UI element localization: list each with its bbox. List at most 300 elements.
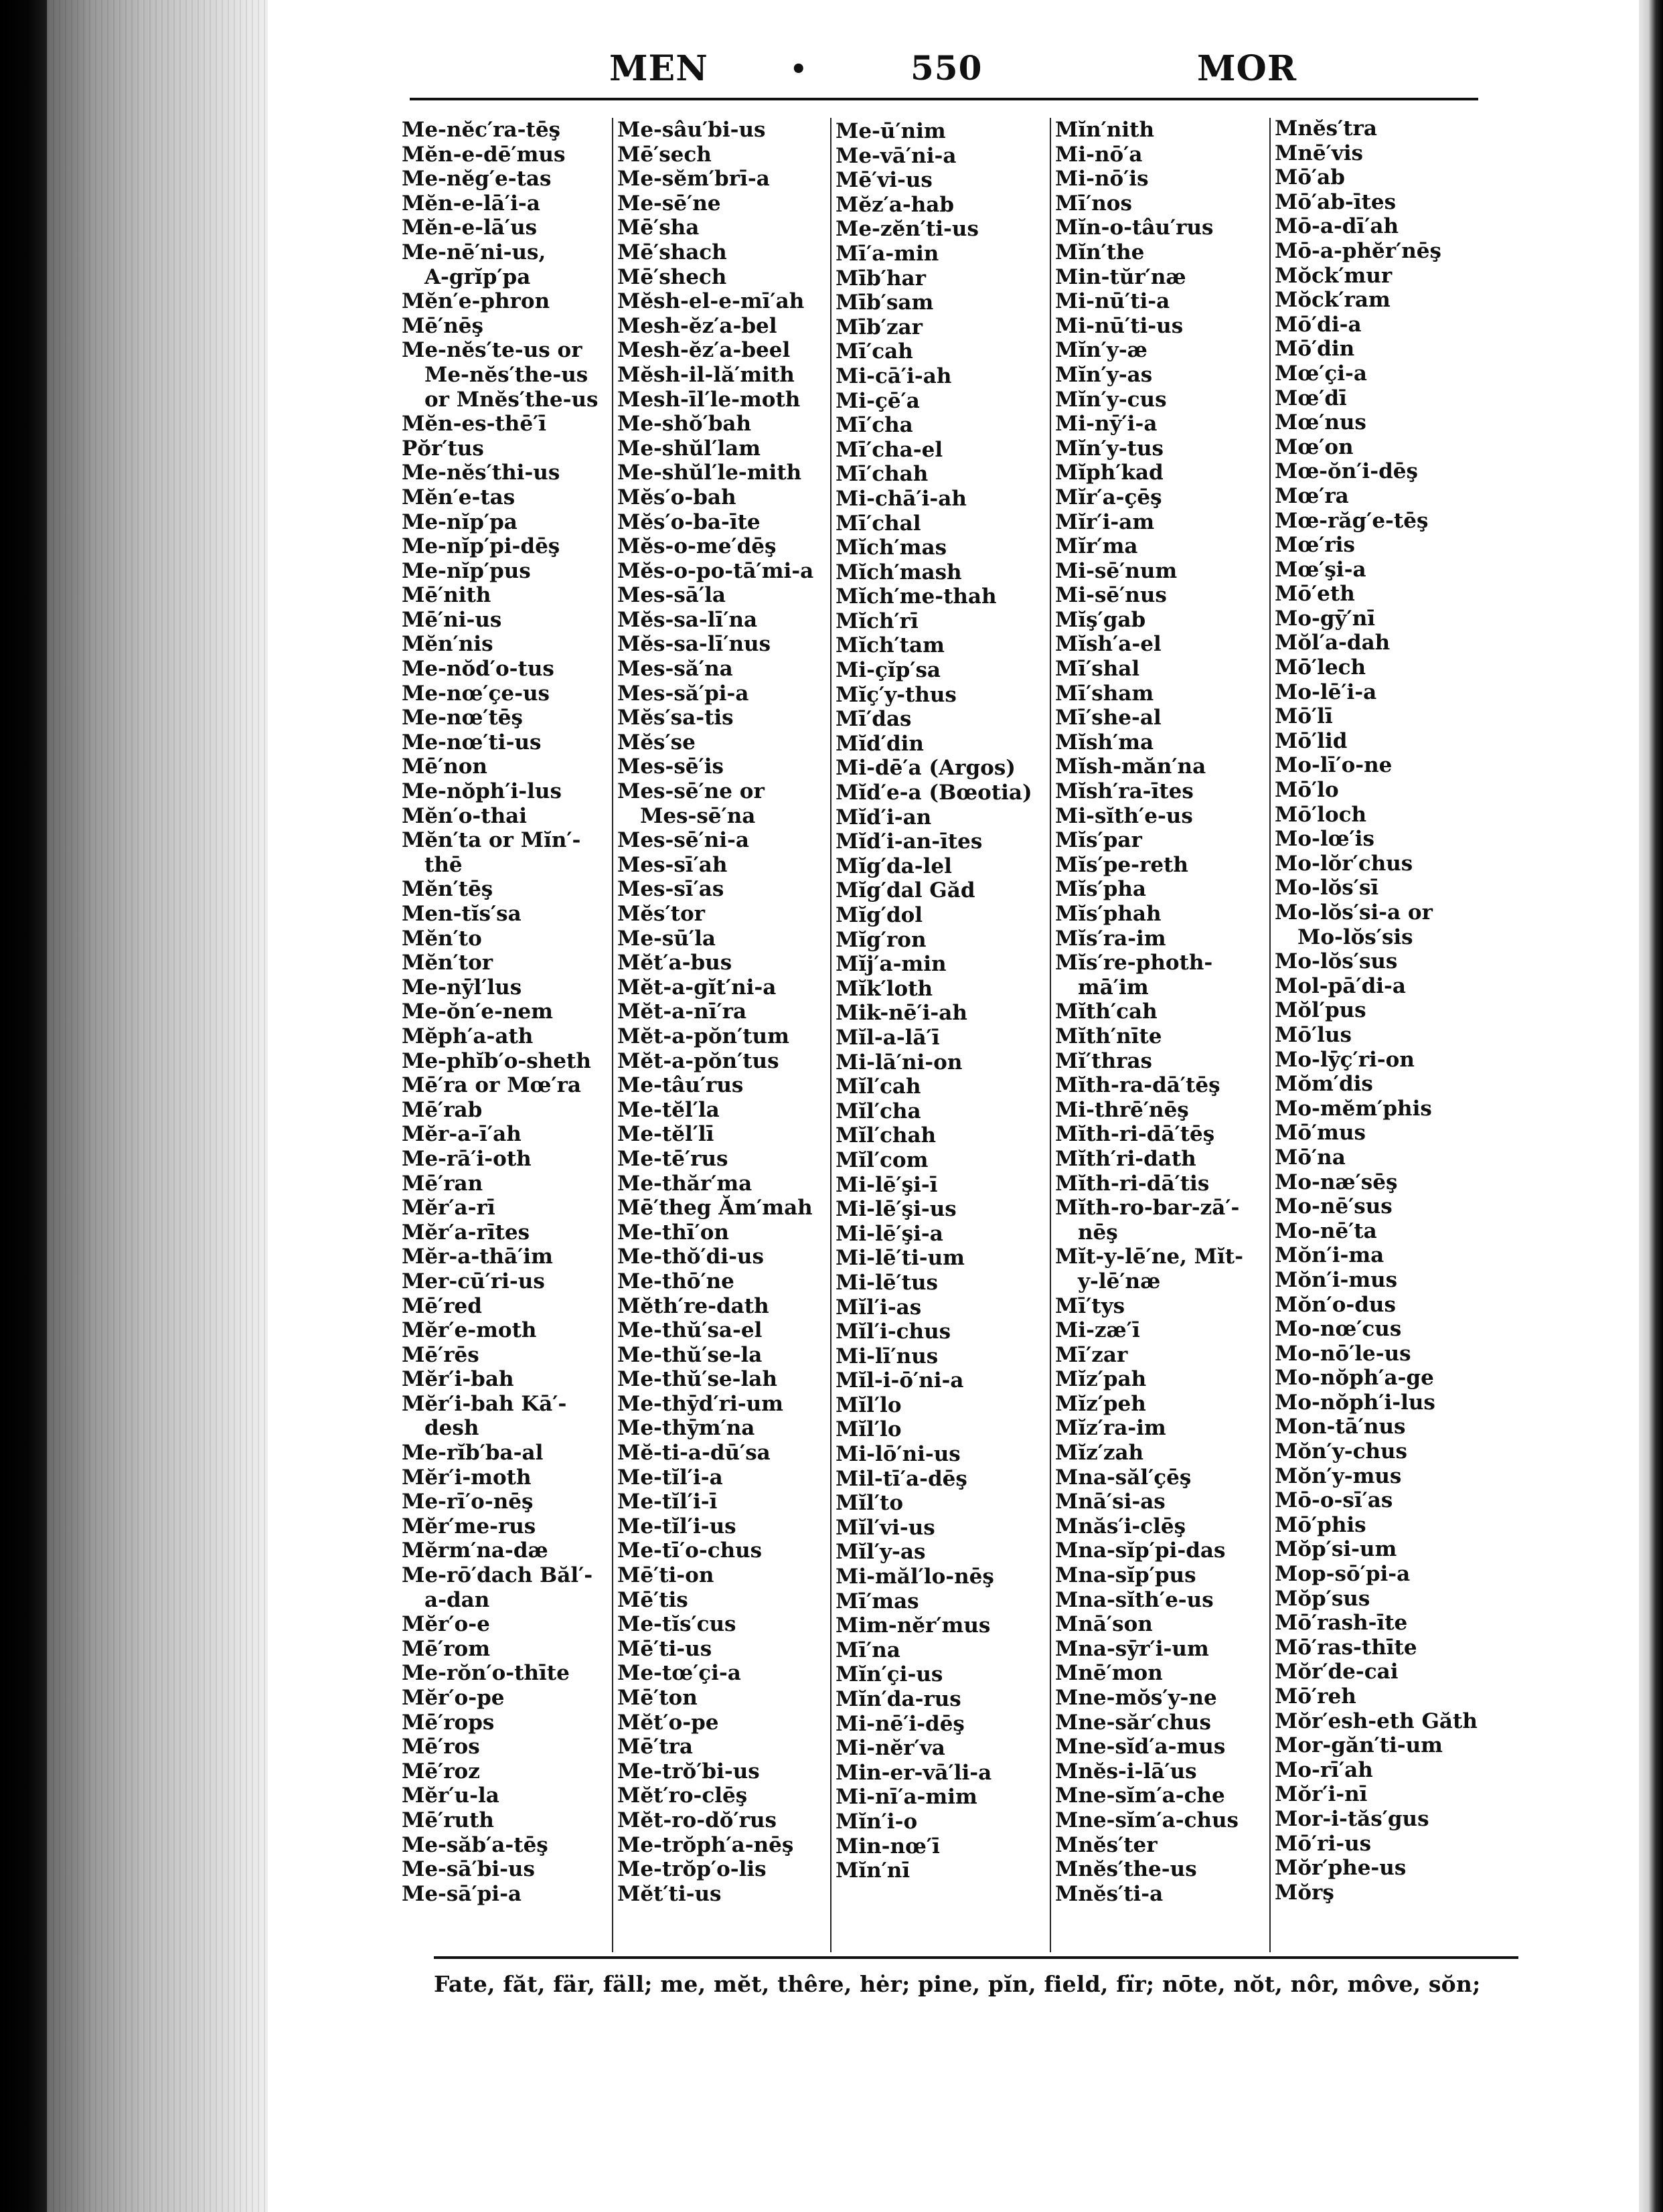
dictionary-entry: Me-tĭl′i-a: [617, 1465, 723, 1490]
dictionary-entry: Me-thŭ′se-lah: [617, 1367, 777, 1392]
dictionary-entry: Mne-săr′chus: [1055, 1710, 1211, 1735]
dictionary-entry: Mŏck′mur: [1275, 263, 1393, 288]
dictionary-entry: Mĭl′to: [836, 1491, 904, 1516]
dictionary-entry: Mi-chā′i-ah: [836, 486, 967, 511]
dictionary-entry: Mo-lŏs′si-a or: [1275, 900, 1433, 925]
dictionary-entry: Mĕr′i-bah Kā′-: [402, 1391, 567, 1416]
dictionary-entry: Mĭl′chah: [836, 1123, 937, 1148]
dictionary-entry: Mĕn′tēş: [402, 877, 493, 902]
dictionary-entry: Mō′din: [1275, 337, 1355, 362]
dictionary-entry: Mē′sech: [617, 142, 712, 167]
dictionary-entry: Me-sâu′bi-us: [617, 118, 766, 142]
column-divider: [1269, 118, 1271, 1952]
dictionary-entry: Mo-nē′ta: [1275, 1218, 1377, 1243]
dictionary-entry: Me-trŏph′a-nēş: [617, 1832, 794, 1857]
dictionary-entry: Mĭg′da-lel: [836, 854, 952, 878]
dictionary-entry: Mĭd′din: [836, 731, 924, 756]
dictionary-entry: Mŏr′de-cai: [1275, 1660, 1399, 1684]
dictionary-entry: Mnăs′i-clēş: [1055, 1514, 1186, 1538]
dictionary-entry: Mes-să′na: [617, 657, 733, 682]
dictionary-entry: Mĕt-a-nī′ra: [617, 1000, 747, 1024]
dictionary-entry: Mĕr′a-rītes: [402, 1220, 530, 1245]
dictionary-entry: Mŏn′y-mus: [1275, 1464, 1402, 1488]
dictionary-entry: Mŏp′si-um: [1275, 1537, 1397, 1562]
column-4: [1055, 118, 1267, 1952]
dictionary-entry: Mō′eth: [1275, 582, 1355, 607]
dictionary-entry: Mĕn′e-phron: [402, 289, 550, 314]
dictionary-entry: Mi-sē′nus: [1055, 583, 1167, 608]
dictionary-entry: Mi-çĭp′sa: [836, 658, 941, 683]
dictionary-entry: Mnē′mon: [1055, 1661, 1163, 1686]
scan-border-left: [0, 0, 47, 2212]
dictionary-entry: Mĕrm′na-dæ: [402, 1538, 548, 1563]
dictionary-entry: Mĕn′tor: [402, 951, 493, 975]
dictionary-entry: Mes-sē′ni-a: [617, 828, 749, 853]
dictionary-entry: Mō′lech: [1275, 655, 1366, 680]
dictionary-entry: Me-săb′a-tēş: [402, 1832, 548, 1857]
dictionary-entry: Mē′nith: [402, 583, 491, 608]
dictionary-entry: Mē′rops: [402, 1710, 495, 1735]
dictionary-entry: Mi-nĕr′va: [836, 1736, 945, 1761]
dictionary-entry: Mi-nō′is: [1055, 167, 1149, 191]
dictionary-entry: Mō′lus: [1275, 1022, 1352, 1047]
dictionary-entry: Me-sĕm′brī-a: [617, 167, 770, 191]
dictionary-entry: Mo-næ′sēş: [1275, 1170, 1398, 1194]
dictionary-entry: Mĭ′thras: [1055, 1048, 1152, 1073]
dictionary-entry: Mœ-răg′e-tēş: [1275, 508, 1429, 533]
dictionary-entry: Mī′cha: [836, 413, 913, 438]
dictionary-entry: Mē′vi-us: [836, 168, 933, 193]
dictionary-entry: Me-sā′bi-us: [402, 1857, 535, 1882]
dictionary-entry: Me-tĭl′i-ī: [617, 1490, 718, 1514]
dictionary-entry: Mĭk′loth: [836, 976, 933, 1001]
dictionary-entry: Mĭph′kad: [1055, 461, 1164, 485]
dictionary-entry: Mĕr′i-bah: [402, 1367, 514, 1392]
dictionary-entry: Mĭd′i-an: [836, 805, 932, 830]
dictionary-entry: Mīb′sam: [836, 291, 934, 315]
dictionary-entry: Me-nĕs′the-us: [424, 362, 588, 387]
dictionary-entry: Mo-lŏr′chus: [1275, 851, 1413, 876]
dictionary-entry: Mĭl-a-lā′ī: [836, 1025, 940, 1050]
dictionary-entry: Mĭn′nī: [836, 1859, 910, 1883]
page-edges: [47, 0, 268, 2212]
dictionary-entry: Mō′ri-us: [1275, 1831, 1372, 1856]
dictionary-entry: Mnĕs′the-us: [1055, 1857, 1197, 1882]
dictionary-entry: Me-shŭl′lam: [617, 436, 761, 461]
dictionary-entry: Mī′nos: [1055, 191, 1132, 216]
dictionary-entry: Mi-lē′tus: [836, 1270, 938, 1295]
column-1: [402, 118, 609, 1952]
dictionary-entry: Men-tĭs′sa: [402, 902, 522, 926]
dictionary-entry: Mol-pā′di-a: [1275, 973, 1406, 998]
dictionary-entry: Mē′rēs: [402, 1342, 479, 1367]
guide-word-left: MEN: [609, 48, 708, 89]
dictionary-entry: Mĭg′ron: [836, 927, 927, 952]
dictionary-entry: Mesh-īl′le-moth: [617, 387, 801, 412]
dictionary-entry: Me-sā′pi-a: [402, 1881, 522, 1906]
column-3: [836, 119, 1047, 1954]
dictionary-entry: Mĕt′ti-us: [617, 1881, 722, 1906]
dictionary-entry: Me-rŏn′o-thīte: [402, 1661, 570, 1686]
dictionary-entry: Mi-lō′ni-us: [836, 1442, 961, 1467]
dictionary-entry: Mĕn′e-tas: [402, 485, 516, 509]
dictionary-entry: Me-tœ′çi-a: [617, 1661, 741, 1686]
dictionary-entry: Mo-nŏph′a-ge: [1275, 1366, 1434, 1391]
dictionary-entry: Mĭl′i-as: [836, 1295, 922, 1320]
dictionary-entry: Mĭn-o-tâu′rus: [1055, 216, 1214, 240]
dictionary-entry: Mœ-ŏn′i-dēş: [1275, 459, 1418, 484]
dictionary-entry: Me-tĭs′cus: [617, 1612, 736, 1637]
dictionary-entry: Min-er-vā′li-a: [836, 1760, 992, 1785]
dictionary-entry: Mo-lŏs′sī: [1275, 876, 1379, 900]
dictionary-entry: Mĭsh′a-el: [1055, 632, 1162, 657]
dictionary-entry: Mor-găn′ti-um: [1275, 1733, 1443, 1758]
dictionary-entry: Mĕs-o-me′dēş: [617, 534, 777, 559]
dictionary-entry: Mĕn-e-lā′i-a: [402, 191, 540, 216]
dictionary-entry: Mĭd′e-a (Bœotia): [836, 781, 1032, 805]
dictionary-entry: Mĭth′nīte: [1055, 1024, 1162, 1048]
dictionary-entry: Mes-să′pi-a: [617, 681, 749, 706]
guide-word-right: MOR: [1197, 48, 1297, 89]
dictionary-entry: Mi-lē′ti-um: [836, 1246, 965, 1271]
dictionary-entry: Mĭg′dal Găd: [836, 878, 975, 903]
dictionary-entry: Mĕr′o-e: [402, 1612, 490, 1637]
dictionary-entry: Mē′ni-us: [402, 607, 502, 632]
dictionary-entry: Mĭs′pe-reth: [1055, 852, 1188, 877]
dictionary-entry: Mo-mĕm′phis: [1275, 1096, 1432, 1121]
dictionary-entry: Me-rō′dach Băl′-: [402, 1563, 593, 1588]
dictionary-entry: Mō′rash-īte: [1275, 1611, 1408, 1636]
dictionary-entry: Mo-lȳç′ri-on: [1275, 1047, 1415, 1072]
dictionary-entry: Me-thī′on: [617, 1220, 729, 1245]
dictionary-entry: Mĕs′se: [617, 730, 696, 755]
dictionary-entry: Mō′na: [1275, 1145, 1346, 1170]
dictionary-entry: Mĕr′i-moth: [402, 1465, 532, 1490]
column-divider: [830, 118, 832, 1952]
dictionary-entry: Mō′lid: [1275, 728, 1348, 753]
dictionary-entry: Me-nĕg′e-tas: [402, 167, 552, 191]
dictionary-entry: Mō′ab-ītes: [1275, 189, 1397, 214]
dictionary-entry: mā′im: [1078, 975, 1149, 1000]
dictionary-entry: Mĕt-a-pŏn′tum: [617, 1024, 789, 1048]
pronunciation-key-footer: Fate, făt, fär, fäll; me, mĕt, thêre, hėr; pine, pĭn, field, fïr; nōte, nŏt, nôr, môve, sŏn;: [434, 1971, 1481, 1997]
dictionary-entry: Me-tī′o-chus: [617, 1538, 763, 1563]
dictionary-entry: Mĕsh-el-e-mī′ah: [617, 289, 805, 314]
dictionary-entry: Mŏm′dis: [1275, 1072, 1373, 1097]
dictionary-entry: Mŏl′a-dah: [1275, 631, 1391, 655]
dictionary-entry: Mĭl′com: [836, 1148, 929, 1172]
dictionary-entry: Mo-nŏph′i-lus: [1275, 1390, 1435, 1415]
dictionary-entry: Mŏp′sus: [1275, 1586, 1370, 1611]
dictionary-entry: Me-thŭ′se-la: [617, 1342, 763, 1367]
dictionary-entry: Mo-lē′i-a: [1275, 680, 1377, 704]
dictionary-entry: Mĭsh′ra-ītes: [1055, 779, 1194, 804]
dictionary-entry: Me-tĕl′lī: [617, 1122, 714, 1147]
dictionary-entry: Mĭn′the: [1055, 240, 1145, 264]
dictionary-entry: Me-rĭb′ba-al: [402, 1441, 544, 1466]
dictionary-entry: Me-thăr′ma: [617, 1171, 753, 1196]
dictionary-entry: A-grĭp′pa: [424, 264, 531, 289]
dictionary-entry: Mœ′ra: [1275, 483, 1349, 508]
dictionary-entry: Mĭr′ma: [1055, 534, 1138, 559]
column-divider: [612, 118, 613, 1952]
dictionary-entry: Mī′a-min: [836, 241, 939, 266]
dictionary-entry: Mō-a-phĕr′nēş: [1275, 238, 1441, 263]
dictionary-entry: Mĭr′i-am: [1055, 509, 1155, 534]
dictionary-entry: Mĭsh′ma: [1055, 730, 1154, 755]
dictionary-entry: desh: [424, 1416, 479, 1441]
dictionary-entry: Me-nē′ni-us,: [402, 240, 546, 264]
dictionary-entry: Mĭth-ri-dā′tis: [1055, 1171, 1210, 1196]
dictionary-entry: Mī′cha-el: [836, 437, 943, 462]
dictionary-entry: Mo-lŏs′sus: [1275, 949, 1398, 974]
dictionary-entry: Mĕn-e-lā′us: [402, 216, 538, 240]
dictionary-entry: Mŏr′i-nī: [1275, 1782, 1368, 1807]
dictionary-entry: Mĕs′o-bah: [617, 485, 736, 509]
dictionary-entry: Mo-lī′o-ne: [1275, 753, 1393, 778]
dictionary-entry: Mĕr′me-rus: [402, 1514, 536, 1538]
dictionary-entry: Me-thȳd′ri-um: [617, 1391, 783, 1416]
dictionary-entry: Mna-sȳr′i-um: [1055, 1636, 1209, 1661]
dictionary-entry: Mĭz′peh: [1055, 1391, 1146, 1416]
dictionary-entry: Mē′roz: [402, 1759, 480, 1784]
dictionary-entry: Mĭch′me-thah: [836, 584, 997, 609]
dictionary-entry: Mĭsh-măn′na: [1055, 755, 1206, 779]
dictionary-entry: Mĭch′rī: [836, 609, 919, 633]
page-number: 550: [910, 48, 983, 88]
dictionary-entry: Mi-nē′i-dēş: [836, 1711, 965, 1736]
dictionary-entry: Mi-nū′ti-us: [1055, 313, 1184, 338]
dictionary-entry: Mĕt-a-gĭt′ni-a: [617, 975, 777, 1000]
dictionary-entry: Mĭch′tam: [836, 633, 945, 658]
dictionary-entry: Mŏr′esh-eth Găth: [1275, 1709, 1478, 1733]
dictionary-entry: Mĕr-a-ī′ah: [402, 1122, 522, 1147]
dictionary-entry: Me-nœ′tēş: [402, 706, 523, 730]
dictionary-entry: Mē′ran: [402, 1171, 483, 1196]
dictionary-entry: Mĭd′i-an-ītes: [836, 830, 983, 854]
dictionary-entry: Mŏr′phe-us: [1275, 1856, 1407, 1881]
dictionary-entry: Mĭj′a-min: [836, 952, 947, 977]
dictionary-entry: Mĭl′lo: [836, 1393, 902, 1417]
dictionary-entry: Mī′na: [836, 1638, 900, 1662]
dictionary-entry: Mi-nū′ti-a: [1055, 289, 1170, 314]
dictionary-entry: Mĭn′y-æ: [1055, 338, 1147, 363]
dictionary-entry: Mĕr-a-thā′im: [402, 1245, 553, 1269]
dictionary-entry: Mō′lo: [1275, 778, 1339, 803]
dictionary-entry: Me-thȳm′na: [617, 1416, 755, 1441]
dictionary-entry: Mĕn-e-dē′mus: [402, 142, 566, 167]
dictionary-entry: Me-thō′ne: [617, 1269, 734, 1293]
dictionary-entry: Mĕt-a-pŏn′tus: [617, 1048, 779, 1073]
dictionary-entry: Mĭs′pha: [1055, 877, 1147, 902]
dictionary-entry: Mĕn′nis: [402, 632, 493, 657]
dictionary-entry: Me-zĕn′ti-us: [836, 217, 979, 242]
dictionary-entry: Mĕt-ro-dŏ′rus: [617, 1808, 777, 1832]
dictionary-entry: Mĭl′y-as: [836, 1540, 926, 1565]
dictionary-entry: Mœ′ris: [1275, 533, 1355, 558]
dictionary-entry: Mĭth-ro-bar-zā′-: [1055, 1196, 1240, 1220]
dictionary-entry: Mi-zæ′ī: [1055, 1318, 1140, 1343]
dictionary-entry: Mĕs-sa-lī′nus: [617, 632, 771, 657]
dictionary-entry: Mī′chah: [836, 462, 929, 487]
dictionary-entry: Me-nĭp′pa: [402, 509, 518, 534]
dictionary-entry: or Mnĕs′the-us: [424, 387, 599, 412]
dictionary-entry: a-dan: [424, 1587, 490, 1612]
dictionary-entry: Mō-o-sī′as: [1275, 1488, 1393, 1513]
dictionary-entry: Mē′ra or Mœ′ra: [402, 1073, 581, 1098]
dictionary-entry: Mō′mus: [1275, 1121, 1366, 1146]
dictionary-entry: Mo-lœ′is: [1275, 827, 1374, 852]
dictionary-entry: Me-nœ′çe-us: [402, 681, 550, 706]
dictionary-entry: Mes-sī′as: [617, 877, 724, 902]
pronunciation-columns: [402, 118, 1513, 1952]
dictionary-entry: Mi-nī′a-mim: [836, 1785, 977, 1810]
dictionary-entry: Mo-nō′le-us: [1275, 1341, 1411, 1366]
dictionary-entry: Mne-sĭm′a-chus: [1055, 1808, 1239, 1832]
dictionary-entry: Me-tĭl′i-us: [617, 1514, 736, 1538]
dictionary-entry: Mī′das: [836, 707, 912, 732]
dictionary-entry: Me-nŏd′o-tus: [402, 657, 554, 682]
dictionary-entry: Me-tâu′rus: [617, 1073, 744, 1098]
dictionary-entry: Me-tē′rus: [617, 1146, 728, 1171]
dictionary-entry: Mĕph′a-ath: [402, 1024, 534, 1048]
dictionary-entry: Mĕn′ta or Mĭn′-: [402, 828, 581, 853]
dictionary-entry: Mnĕs′tra: [1275, 116, 1377, 141]
dictionary-entry: Mī′she-al: [1055, 706, 1162, 730]
dictionary-entry: Mĕt′a-bus: [617, 951, 732, 975]
dictionary-entry: Mī′shal: [1055, 657, 1140, 682]
dictionary-entry: Mīb′har: [836, 266, 926, 291]
dictionary-entry: Mē′ti-on: [617, 1563, 714, 1588]
dictionary-entry: Me-thŭ′sa-el: [617, 1318, 763, 1343]
dictionary-entry: Me-tĕl′la: [617, 1097, 720, 1122]
dictionary-entry: Mī′mas: [836, 1589, 919, 1613]
dictionary-entry: Mĭch′mas: [836, 536, 947, 560]
dictionary-entry: Mĭn′çi-us: [836, 1662, 943, 1687]
dictionary-entry: Mĕn′to: [402, 926, 482, 951]
dictionary-entry: Me-thŏ′di-us: [617, 1245, 764, 1269]
dictionary-entry: Mŏn′y-chus: [1275, 1439, 1407, 1464]
dictionary-entry: Mĭl′cah: [836, 1075, 921, 1099]
dictionary-entry: Mē′ti-us: [617, 1636, 712, 1661]
dictionary-entry: Mer-cū′ri-us: [402, 1269, 545, 1293]
dictionary-entry: Mē′non: [402, 755, 487, 779]
dictionary-entry: Mŏl′pus: [1275, 998, 1366, 1023]
dictionary-entry: Mē′ruth: [402, 1808, 494, 1832]
dictionary-entry: Mĭl-i-ō′ni-a: [836, 1368, 964, 1393]
dictionary-entry: Mne-sĭm′a-che: [1055, 1784, 1225, 1808]
dictionary-entry: Mĕsh-il-lă′mith: [617, 362, 795, 387]
column-divider: [1050, 118, 1051, 1952]
dictionary-entry: Mī′chal: [836, 511, 921, 536]
dictionary-entry: Mĕth′re-dath: [617, 1293, 769, 1318]
dictionary-entry: Mi-thrē′nēş: [1055, 1097, 1189, 1122]
dictionary-entry: Mĭt-y-lē′ne, Mĭt-: [1055, 1245, 1243, 1269]
dictionary-entry: Me-trŏp′o-lis: [617, 1857, 767, 1882]
dictionary-entry: Mne-sĭd′a-mus: [1055, 1735, 1226, 1759]
dictionary-entry: Mĭl′cha: [836, 1099, 921, 1123]
dictionary-entry: Mĭn′nith: [1055, 118, 1154, 142]
dictionary-entry: Mĭg′dol: [836, 903, 923, 927]
dictionary-entry: Mna-săl′çēş: [1055, 1465, 1192, 1490]
dictionary-entry: Me-sē′ne: [617, 191, 721, 216]
dictionary-entry: Mē′rab: [402, 1097, 483, 1122]
dictionary-entry: Me-nœ′ti-us: [402, 730, 542, 755]
dictionary-entry: Mes-sā′la: [617, 583, 726, 608]
dictionary-entry: Min-nœ′ī: [836, 1834, 940, 1859]
dictionary-entry: Mē′tra: [617, 1735, 693, 1759]
dictionary-entry: Mes-sē′is: [617, 755, 724, 779]
dictionary-entry: Mē′rom: [402, 1636, 491, 1661]
dictionary-entry: Mi-nȳ′i-a: [1055, 412, 1158, 437]
dictionary-entry: Mĭs′re-photh-: [1055, 951, 1213, 975]
dictionary-entry: Me-ū′nim: [836, 119, 946, 143]
dictionary-entry: Mi-çē′a: [836, 388, 920, 413]
dictionary-entry: Mō′loch: [1275, 802, 1367, 827]
dictionary-entry: Mes-sē′na: [640, 803, 756, 828]
dictionary-entry: Mĕt′o-pe: [617, 1710, 719, 1735]
column-2: [617, 118, 827, 1952]
header-rule: [410, 98, 1478, 100]
dictionary-entry: Mĕt′ro-clēş: [617, 1784, 748, 1808]
dictionary-entry: Mi-lē′şi-a: [836, 1221, 943, 1246]
dictionary-entry: Me-rī′o-nēş: [402, 1490, 534, 1514]
dictionary-entry: Me-vā′ni-a: [836, 143, 957, 168]
dictionary-entry: Mē′tis: [617, 1587, 688, 1612]
dictionary-entry: Mœ′nus: [1275, 410, 1366, 435]
dictionary-entry: Mīb′zar: [836, 315, 923, 339]
scan-border-right: [1639, 0, 1663, 2212]
dictionary-entry: Mor-i-tăs′gus: [1275, 1806, 1429, 1831]
dictionary-entry: Mop-sō′pi-a: [1275, 1562, 1411, 1587]
dictionary-entry: Mna-sĭp′pi-das: [1055, 1538, 1226, 1563]
dictionary-entry: Mim-nĕr′mus: [836, 1613, 991, 1638]
dictionary-entry: Mna-sĭp′pus: [1055, 1563, 1196, 1588]
dictionary-entry: Mĭl′vi-us: [836, 1515, 935, 1540]
dictionary-entry: Mo-lŏs′sis: [1297, 925, 1413, 949]
dictionary-entry: Mo-nœ′cus: [1275, 1317, 1402, 1342]
dictionary-entry: Mo-gȳ′nī: [1275, 606, 1376, 631]
dictionary-entry: Me-trŏ′bi-us: [617, 1759, 760, 1784]
dictionary-entry: Mĭs′phah: [1055, 902, 1162, 926]
dictionary-entry: Mī′zar: [1055, 1342, 1128, 1367]
dictionary-entry: Mē′shech: [617, 264, 727, 289]
dictionary-entry: Me-phĭb′o-sheth: [402, 1048, 591, 1073]
dictionary-entry: Mē′shach: [617, 240, 727, 264]
dictionary-entry: Mŏn′i-mus: [1275, 1267, 1398, 1292]
dictionary-entry: Mœ′dī: [1275, 386, 1347, 410]
dictionary-entry: Mnā′son: [1055, 1612, 1153, 1637]
dictionary-entry: Mi-sĭth′e-us: [1055, 803, 1193, 828]
dictionary-entry: Mē′theg Ăm′mah: [617, 1196, 813, 1220]
dictionary-entry: Me-nĕs′thi-us: [402, 461, 560, 485]
dictionary-entry: Mĕr′a-rī: [402, 1196, 495, 1220]
dictionary-entry: Mĭn′da-rus: [836, 1687, 961, 1711]
dictionary-entry: Mes-sī′ah: [617, 852, 728, 877]
dictionary-entry: Mŏn′i-ma: [1275, 1243, 1384, 1268]
dictionary-entry: Me-nĭp′pi-dēş: [402, 534, 560, 559]
header-dot: •: [790, 54, 808, 85]
dictionary-entry: Mō′lī: [1275, 704, 1333, 729]
dictionary-entry: Mō′ab: [1275, 165, 1345, 190]
dictionary-entry: Mŏck′ram: [1275, 288, 1391, 313]
dictionary-entry: Me-nĭp′pus: [402, 558, 531, 583]
dictionary-entry: Mĕz′a-hab: [836, 192, 955, 217]
dictionary-entry: Mnā′si-as: [1055, 1490, 1166, 1514]
dictionary-entry: Mĭth′cah: [1055, 1000, 1158, 1024]
dictionary-entry: Mē′sha: [617, 216, 700, 240]
dictionary-entry: Mĭn′i-o: [836, 1809, 918, 1834]
